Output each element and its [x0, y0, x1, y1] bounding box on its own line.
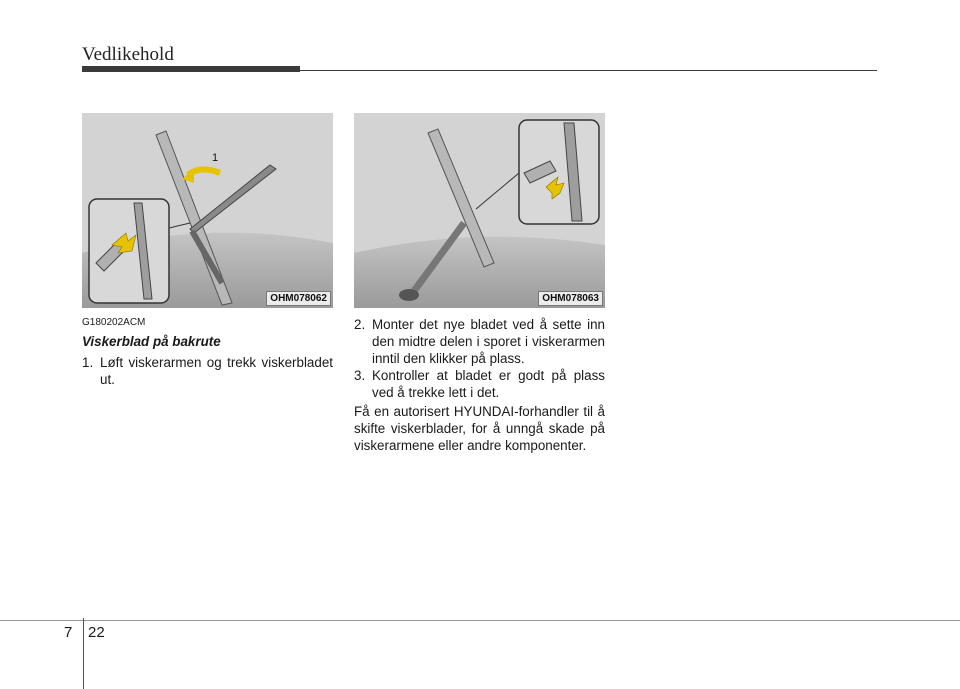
footer-rule — [0, 620, 960, 621]
step-text: Løft viskerarmen og trekk viskerbladet ut. — [100, 355, 333, 387]
step-text: Kontroller at bladet er godt på plass ved å trekke lett i det. — [372, 368, 605, 400]
doc-code: G180202ACM — [82, 317, 146, 328]
step-text: Monter det nye bladet ved å sette inn den midtre delen i sporet i viskerarmen inntil den klikker på plass. — [372, 317, 605, 366]
subheading: Viskerblad på bakrute — [82, 334, 221, 349]
step-number: 3. — [354, 368, 366, 383]
step-item — [354, 316, 605, 367]
illustration-install-wiper — [354, 113, 605, 308]
step-number: 2. — [354, 317, 366, 332]
illustration-lift-wiper — [82, 113, 333, 308]
chapter-number: 7 — [64, 624, 73, 641]
figure-code: OHM078062 — [266, 291, 331, 306]
figure-lift-wiper — [82, 113, 333, 308]
wiper-pivot — [399, 289, 419, 301]
right-column — [354, 316, 605, 454]
note-paragraph: Få en autorisert HYUNDAI-forhandler til å skifte viskerblader, for å unngå skade på viskerarmene eller andre komponenter. — [354, 404, 605, 453]
section-title: Vedlikehold — [82, 44, 174, 65]
inset-leader — [476, 173, 519, 209]
figure-code: OHM078063 — [538, 291, 603, 306]
wiper-arm — [190, 165, 276, 233]
header-bar — [82, 66, 300, 72]
step-item — [82, 354, 333, 388]
footer-divider — [83, 618, 84, 689]
left-column — [82, 316, 333, 388]
page-number: 22 — [88, 624, 105, 641]
step-item — [354, 367, 605, 401]
step-number: 1. — [82, 355, 94, 370]
figure-install-wiper — [354, 113, 605, 308]
callout-number: 1 — [212, 152, 219, 164]
header-rule — [300, 70, 877, 71]
inset-leader — [169, 223, 190, 228]
